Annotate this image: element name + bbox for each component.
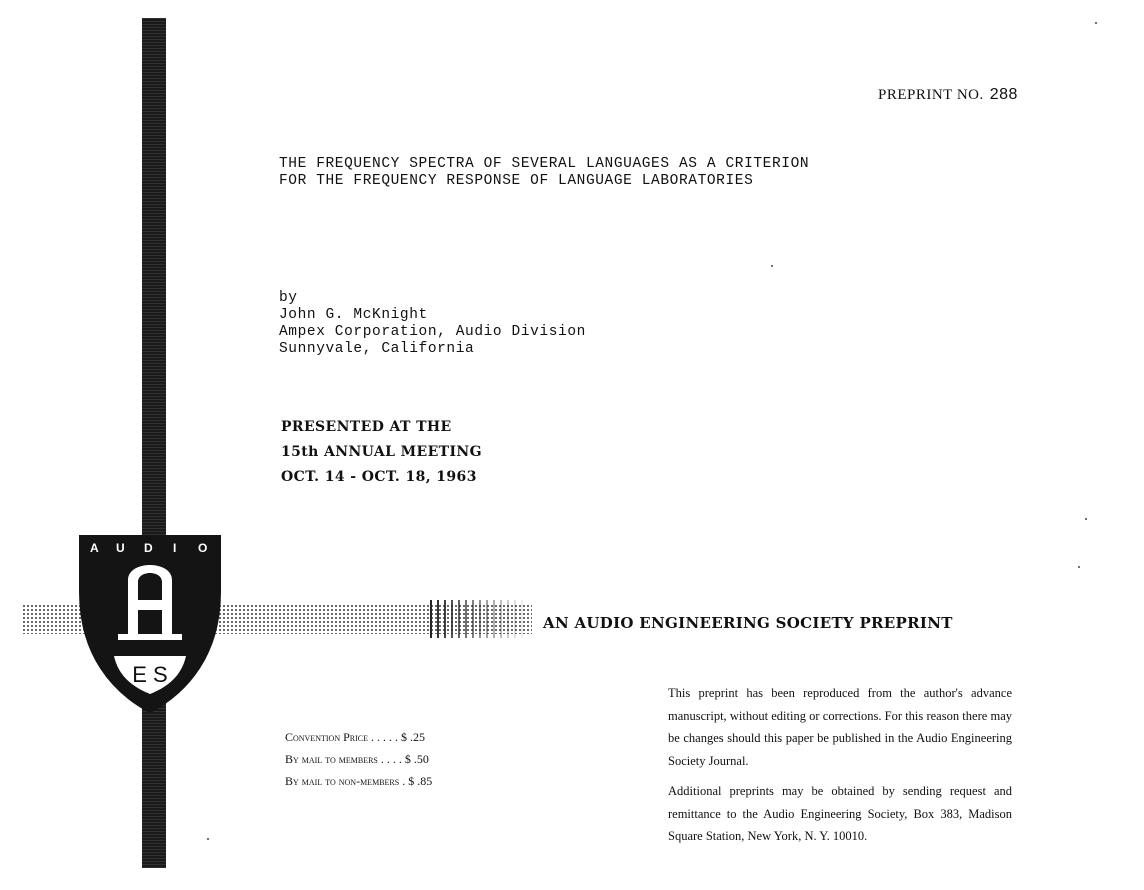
reproduction-notice bbox=[668, 682, 1012, 856]
scan-speck bbox=[1078, 566, 1080, 568]
logo-stem-bar bbox=[142, 18, 166, 868]
price-label: By mail to members . . . . bbox=[285, 752, 405, 766]
preprint-number-value: 288 bbox=[989, 86, 1018, 103]
price-label: By mail to non-members . bbox=[285, 774, 409, 788]
author-name: John G. McKnight bbox=[279, 307, 428, 323]
price-row-non-members bbox=[285, 770, 432, 792]
notice-paragraph-1: This preprint has been reproduced from the author's advance manuscript, without editing or corrections. For this reason there may be changes should this paper be published in the Audio Engineering Society Journal. bbox=[668, 686, 1012, 768]
presented-line-3: OCT. 14 - OCT. 18, 1963 bbox=[281, 469, 477, 485]
author-location: Sunnyvale, California bbox=[279, 341, 475, 357]
author-by: by bbox=[279, 290, 298, 306]
scan-speck bbox=[207, 838, 209, 840]
price-value: $ .25 bbox=[401, 730, 426, 744]
preprint-label: PREPRINT NO. bbox=[878, 87, 984, 103]
paper-title-line-2: FOR THE FREQUENCY RESPONSE OF LANGUAGE LABORATORIES bbox=[279, 173, 754, 189]
price-value: $ .50 bbox=[404, 752, 429, 766]
aes-shield-logo-icon bbox=[78, 534, 222, 716]
paper-title bbox=[279, 156, 809, 190]
price-list bbox=[285, 726, 432, 792]
price-row-members bbox=[285, 748, 432, 770]
logo-es-text: E S bbox=[132, 662, 168, 687]
notice-paragraph-2: Additional preprints may be obtained by sending request and remittance to the Audio Engineering Society, Box 383, Madison Square Station, New York, N. Y. 10010. bbox=[668, 784, 1012, 843]
author-affiliation: Ampex Corporation, Audio Division bbox=[279, 324, 586, 340]
logo-letter-u: U bbox=[116, 541, 125, 555]
society-tagline: AN AUDIO ENGINEERING SOCIETY PREPRINT bbox=[543, 614, 953, 632]
presented-line-1: PRESENTED AT THE bbox=[281, 419, 452, 435]
preprint-number bbox=[878, 86, 1018, 104]
presented-at-block bbox=[281, 415, 482, 490]
author-block bbox=[279, 290, 586, 358]
scan-speck bbox=[771, 265, 773, 267]
price-label: Convention Price . . . . . bbox=[285, 730, 402, 744]
presented-line-2: 15th ANNUAL MEETING bbox=[281, 444, 482, 460]
logo-letter-o: O bbox=[198, 541, 208, 555]
logo-letter-i: I bbox=[173, 541, 177, 555]
price-value: $ .85 bbox=[408, 774, 433, 788]
logo-letter-a1: A bbox=[90, 541, 99, 555]
scan-speck bbox=[1085, 518, 1087, 520]
logo-band-fade bbox=[430, 600, 530, 638]
logo-letter-d: D bbox=[144, 541, 153, 555]
price-row-convention bbox=[285, 726, 432, 748]
paper-title-line-1: THE FREQUENCY SPECTRA OF SEVERAL LANGUAGES AS A CRITERION bbox=[279, 156, 810, 172]
scan-speck bbox=[1095, 22, 1097, 24]
